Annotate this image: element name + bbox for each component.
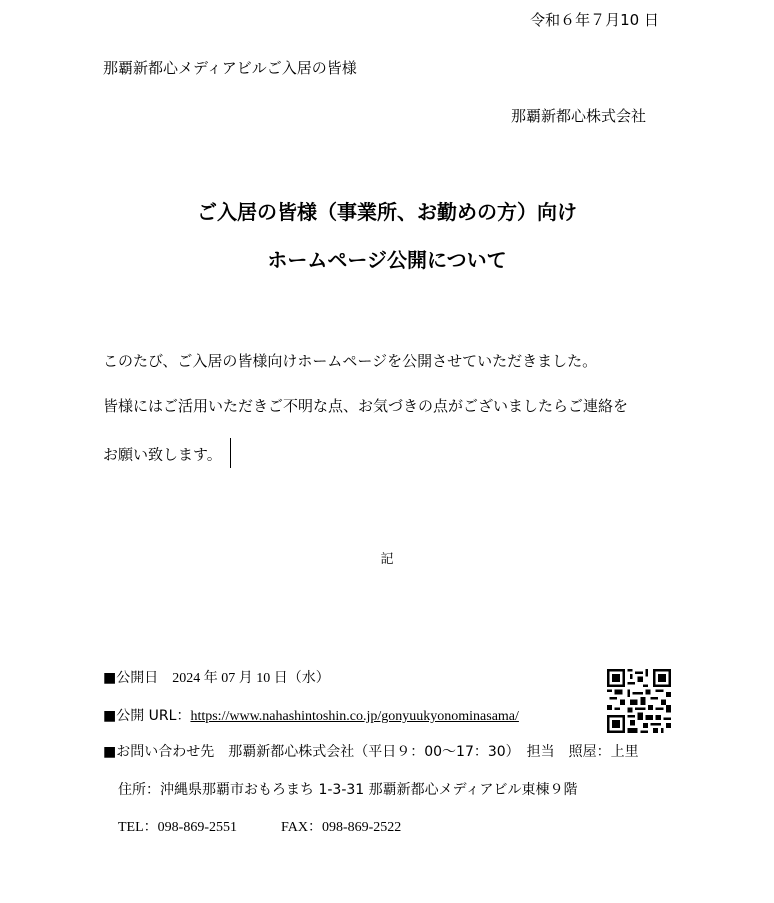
text-cursor [230,438,231,468]
document-title-line2: ホームページ公開について [267,248,507,272]
fax-number: FAX：098-869-2522 [280,820,402,835]
publish-date-value: 2024 年 07 月 10 日（水） [172,671,330,686]
body-line-3 [103,440,231,470]
contact-line: ■お問い合わせ先 那覇新都心株式会社（平日９：00～17：30） 担当 照屋：上里 [103,744,639,760]
publish-url-link[interactable]: https://www.nahashintoshin.co.jp/gonyuukyonominasama/ [190,709,519,724]
phone-fax-line [118,818,401,838]
body-line-1: このたび、ご入居の皆様向けホームページを公開させていただきました。 [103,352,598,370]
ki-heading: 記 [380,552,394,567]
body-line-2: 皆様にはご活用いただきご不明な点、お気づきの点がございましたらご連絡を [103,397,629,415]
address-line: 住所：沖縄県那覇市おもろまち 1-3-31 那覇新都心メディアビル東棟９階 [118,782,578,798]
sender-line: 那覇新都心株式会社 [510,107,646,125]
publish-date-label: ■公開日 [103,670,159,686]
qr-code-icon [607,669,671,733]
tel-number: TEL：098-869-2551 [118,820,237,835]
body-line-3-text: お願い致します。 [103,445,222,464]
document-date: 令和６年７月10 日 [530,11,659,29]
publish-date-line [103,668,330,689]
recipient-line: 那覇新都心メディアビルご入居の皆様 [103,59,357,77]
publish-url-label: ■公開 URL： [103,708,191,724]
publish-url-line [103,706,519,727]
document-title-line1: ご入居の皆様（事業所、お勤めの方）向け [197,200,577,224]
